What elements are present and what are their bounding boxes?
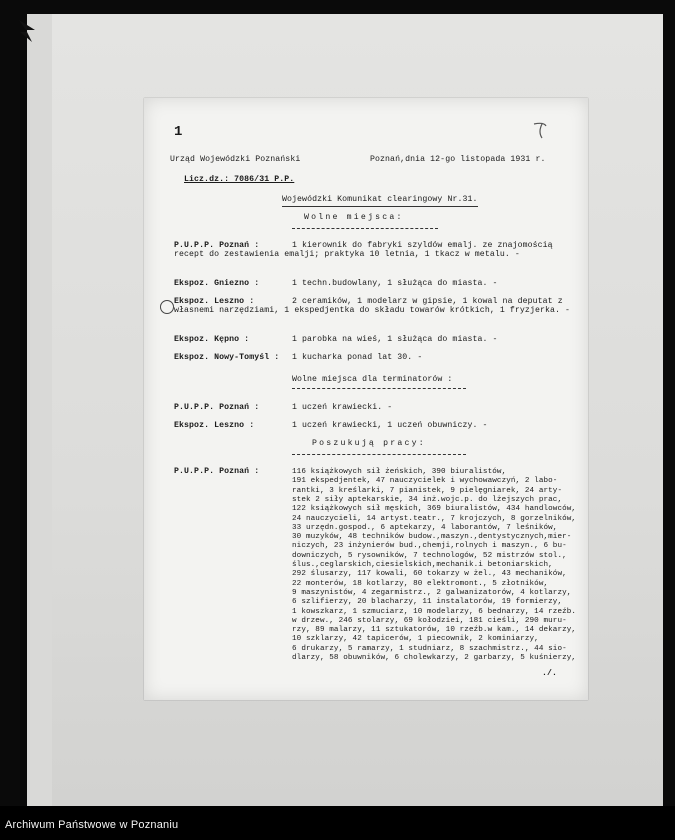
archive-caption: Archiwum Państwowe w Poznaniu bbox=[5, 819, 179, 831]
entry-text: 1 techn.budowlany, 1 służąca do miasta. - bbox=[292, 279, 498, 288]
vacancy-entry bbox=[174, 298, 582, 315]
vacancy-entry bbox=[174, 354, 582, 363]
section-vacancies: Wolne miejsca: bbox=[304, 213, 404, 222]
apprentice-entry bbox=[174, 422, 582, 431]
place-date: Poznań,dnia 12-go listopada 1931 r. bbox=[370, 155, 546, 164]
section-rule bbox=[292, 454, 466, 455]
entry-text: 1 kierownik do fabryki szyldów emalj. ze znajomością recept do zestawienia emalji; praktyka 10 letnia, 1 tkacz w metalu. - bbox=[174, 241, 553, 259]
entry-label: Ekspoz. Nowy-Tomyśl : bbox=[174, 353, 280, 362]
section-seeking: Poszukują pracy: bbox=[312, 439, 426, 448]
entry-text: 2 ceramików, 1 modelarz w gipsie, 1 kowal na deputat z własnemi narzędziami, 1 ekspedjentka do składu towarów krótkich, 1 fryzjerka. - bbox=[174, 297, 571, 315]
seeking-label: P.U.P.P. Poznań : bbox=[174, 467, 260, 476]
seeking-line: 6 szlifierzy, 20 blacharzy, 11 instalatorów, 19 formierzy, bbox=[292, 598, 563, 607]
seeking-line: rantki, 3 kreślarki, 7 pianistek, 9 pielęgniarek, 24 arty- bbox=[292, 486, 563, 495]
section-rule bbox=[292, 228, 438, 229]
seeking-line: rzy, 89 malarzy, 11 sztukatorów, 10 rzeźb.w kam., 14 dekarzy, bbox=[292, 626, 577, 635]
seeking-line: 30 muzyków, 48 techników budow.,maszyn.,dentystycznych,mier- bbox=[292, 533, 572, 542]
reference-number: Licz.dz.: 7086/31 P.P. bbox=[184, 175, 295, 184]
seeking-line: 9 maszynistów, 4 zegarmistrz., 2 galwanizatorów, 4 kotlarzy, bbox=[292, 588, 572, 597]
seeking-line: 10 szklarzy, 42 tapicerów, 1 piecownik, 2 kominiarzy, bbox=[292, 635, 539, 644]
seeking-line: 33 urzędn.gospod., 6 aptekarzy, 4 laborantów, 7 leśników, bbox=[292, 523, 558, 532]
section-rule bbox=[292, 388, 466, 389]
seeking-line: 191 ekspedjentek, 47 nauczycielek i wychowawczyń, 2 labo- bbox=[292, 477, 558, 486]
entry-text: 1 kucharka ponad lat 30. - bbox=[292, 353, 423, 362]
seeking-line: 292 ślusarzy, 117 kowali, 60 tokarzy w żel., 43 mechaników, bbox=[292, 570, 567, 579]
office-name: Urząd Wojewódzki Poznański bbox=[170, 155, 301, 164]
scan-corner-mark bbox=[16, 18, 38, 44]
entry-label: P.U.P.P. Poznań : bbox=[174, 241, 260, 250]
page-number: 1 bbox=[174, 124, 183, 140]
seeking-line: stek 2 siły aptekarskie, 34 inż.wojc.p. do lżejszych prac, bbox=[292, 495, 563, 504]
entry-label: Ekspoz. Kępno : bbox=[174, 335, 250, 344]
seeking-line: ślus.,ceglarskich,ciesielskich,mechanik.i betoniarskich, bbox=[292, 561, 553, 569]
entry-label: Ekspoz. Leszno : bbox=[174, 297, 255, 306]
vacancy-entry bbox=[174, 336, 582, 345]
entry-label: Ekspoz. Gniezno : bbox=[174, 279, 260, 288]
seeking-line: w drzew., 246 stolarzy, 69 kołodziei, 181 cieśli, 290 muru- bbox=[292, 616, 567, 625]
seeking-line: niczych, 23 inżynierów bud.,chemji,rolnych i maszyn., 6 bu- bbox=[292, 542, 567, 551]
end-mark: ./. bbox=[542, 669, 558, 678]
seeking-line: 116 książkowych sił żeńskich, 390 biuralistów, bbox=[292, 468, 507, 476]
entry-text: 1 uczeń krawiecki. - bbox=[292, 403, 393, 412]
pencil-mark bbox=[530, 120, 550, 140]
seeking-line: 24 nauczycieli, 14 artyst.teatr., 7 krojczych, 8 gorzelników, bbox=[292, 514, 577, 523]
vacancy-entry bbox=[174, 242, 582, 259]
apprentice-entry bbox=[174, 404, 582, 413]
seeking-line: 1 kowszkarz, 1 szmuciarz, 10 modelarzy, 6 bednarzy, 14 rzeźb. bbox=[292, 607, 577, 616]
entry-text: 1 parobka na wieś, 1 służąca do miasta. - bbox=[292, 335, 498, 344]
section-apprentices: Wolne miejsca dla terminatorów : bbox=[292, 375, 453, 384]
typed-document bbox=[144, 98, 588, 700]
seeking-line: 6 drukarzy, 5 ramarzy, 1 studniarz, 8 szachmistrz., 44 sio- bbox=[292, 644, 567, 653]
punch-hole-mark bbox=[160, 300, 174, 314]
entry-label: P.U.P.P. Poznań : bbox=[174, 403, 260, 412]
seeking-line: 22 monterów, 18 kotlarzy, 80 elektromont., 5 złotników, bbox=[292, 579, 549, 588]
seeking-line: 122 książkowych sił męskich, 369 biuralistów, 434 handlowców, bbox=[292, 505, 577, 514]
entry-label: Ekspoz. Leszno : bbox=[174, 421, 255, 430]
entry-text: 1 uczeń krawiecki, 1 uczeń obuwniczy. - bbox=[292, 421, 488, 430]
vacancy-entry bbox=[174, 280, 582, 289]
seeking-line: downiczych, 5 rysowników, 7 technologów, 52 mistrzów stol., bbox=[292, 551, 567, 560]
seeking-line: dlarzy, 58 obuwników, 6 cholewkarzy, 2 garbarzy, 5 kuśnierzy, bbox=[292, 654, 577, 662]
document-title: Wojewódzki Komunikat clearingowy Nr.31. bbox=[282, 196, 478, 207]
